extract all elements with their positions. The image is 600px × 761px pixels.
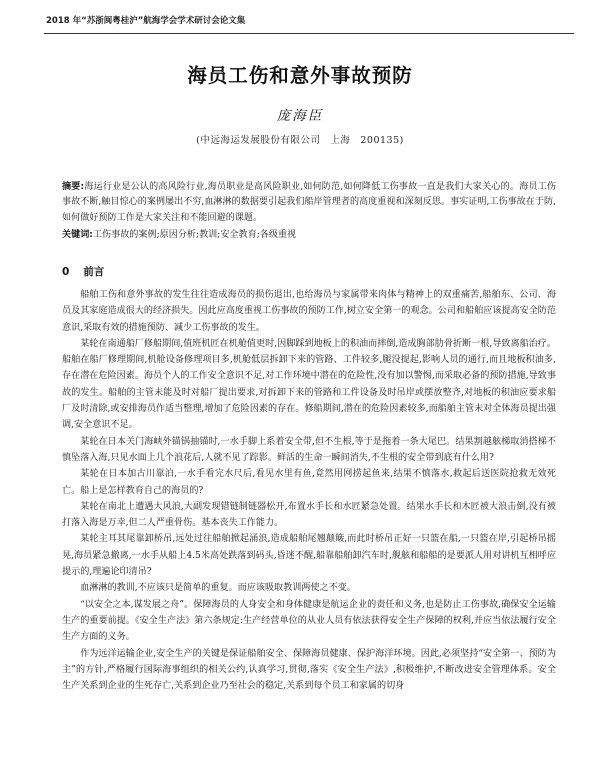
paper-title: 海员工伤和意外事故预防 bbox=[187, 64, 413, 87]
body-text bbox=[62, 287, 556, 694]
author-affiliation: (中远海运发展股份有限公司 上海 200135) bbox=[196, 135, 404, 146]
body-paragraph: 某轮主耳其尾靠卸桥吊,远处过往船舶掀起涌浪,造成船舶尾翘颠簸,而此时桥吊正好一只篮在船,一只篮在岸,引起桥吊摇晃,海员紧急撤离,一水手从船上4.5米高处跌落到码头,昏迷不醒,船靠船舶卸汽车时,舰舷和船船的是要派人用对讲机互相呼应提示的,理遍论印清吊? bbox=[62, 534, 556, 578]
body-paragraph: 血淋淋的教训,不应该只是简单的重复。而应该吸取教训两使之不变。 bbox=[80, 583, 356, 594]
body-paragraph: 某轮在南通船厂修船期间,值班机匠在机舱值更时,因脚踩到地板上的积油而摔倒,造成胸部肋骨折断一根,导致离船治疗。船舶在船厂修理期间,机舱设备修理项目多,机舱低层拆卸下来的管路、工件较多,腿没提起,影响人员的通行,而且地板积油多,存在潜在危险因素。海员个人的工作安全意识不足,对工作环境中潜在的危险性,没有加以警惕,而采取必备的预防措施,导致事故的发生。船舶的主管未能及时对船厂提出要求,对拆卸下来的管路和工件设备及时吊岸或摆放整齐,对地板的积油应要求船厂及时清除,或安排海员作适当整理,增加了危险因素的存在。修船期间,潜在的危险因素较多,而船舶主管未对全体海员提出强调,安全意识不足。 bbox=[62, 338, 556, 431]
keywords bbox=[62, 228, 556, 243]
body-paragraph: 船舶工伤和意外事故的发生往往造成海员的损伤退出,也给海员与家属带来肉体与精神上的双重痛苦,船舶东、公司、海员及其家庭造成很大的经济损失。因此应高度重视工伤事故的预防工作,树立安全第一的观念。公司和船舶应该提高安全防范意识,采取有效的措施预防、减少工伤事故的发生。 bbox=[62, 290, 556, 333]
body-paragraph: “以安全之本,谋发展之舟”。保障海员的人身安全和身体健康是航运企业的责任和义务,也是防止工伤事故,确保安全运输生产的重要前提。《安全生产法》第六条规定:生产经营单位的从业人员有依法获得安全生产保障的权利,并应当依法履行安全生产方面的义务。 bbox=[62, 599, 556, 643]
keywords-label: 关键词: bbox=[62, 230, 93, 240]
author-name: 庞海臣 bbox=[276, 108, 324, 124]
body-paragraph: 某轮在南北上遭遇大风浪,大副发现错链制链器松开,布置水手长和水匠紧急处置。结果水手长和木匠被大浪击倒,没有被打落入海是万幸,但二人严重骨伤。基本丧失工作能力。 bbox=[62, 501, 556, 529]
abstract-text: 海运行业是公认的高风险行业,海员职业是高风险职业,如何防范,如何降低工伤事故一直是我们大家关心的。海员工伤事故不断,触目惊心的案例屡出不穷,血淋淋的数据要引起我们船岸管理者的高度重视和深刻反思。事实证明,工伤事故在于防,如何做好预防工作是大家关注和不能回避的课题。 bbox=[62, 182, 556, 223]
section-number: 0 bbox=[62, 266, 70, 278]
body-paragraph: 某轮在日本加古川靠泊,一水手看完水尺后,看见水里有鱼,竟然用网捞起鱼来,结果不慎落水,救起后送医院抢救无效死亡。船上是怎样教育自己的海员的? bbox=[62, 469, 556, 496]
abstract-label: 摘要: bbox=[62, 182, 85, 192]
section-title: 前言 bbox=[83, 266, 105, 278]
keywords-text: 工伤事故的案例;原因分析;教训;安全教育;各级重视 bbox=[92, 230, 297, 240]
body-paragraph: 某轮在日本关门海峡外锚锅抽锚时,一水手脚上系着安全带,但不生根,等于是拖着一条大尾巴。结果割越舷梯取消搭梯不慎坠落入海,只见水面上几个浪花后,人就不见了踪影。鲜活的生命一瞬间消失,不生根的安全带到底有什么用? bbox=[62, 436, 556, 463]
section-heading bbox=[62, 264, 104, 279]
body-paragraph: 作为远洋运输企业,安全生产的关键是保证船舶安全、保障海员健康、保护海洋环境。因此,必须坚持“安全第一、预防为主”的方针,严格履行国际海事组织的相关公约,认真学习,贯彻,落实《安全生产法》,积极维护,不断改进安全管理体系。安全生产关系到企业的生死存亡,关系到企业乃至社会的稳定,关系到每个员工和家属的切身 bbox=[62, 648, 556, 692]
header-rule bbox=[44, 33, 574, 34]
abstract bbox=[62, 180, 556, 226]
running-header: 2018 年“苏浙闽粤桂沪”航海学会学术研讨会论文集 bbox=[46, 16, 246, 26]
